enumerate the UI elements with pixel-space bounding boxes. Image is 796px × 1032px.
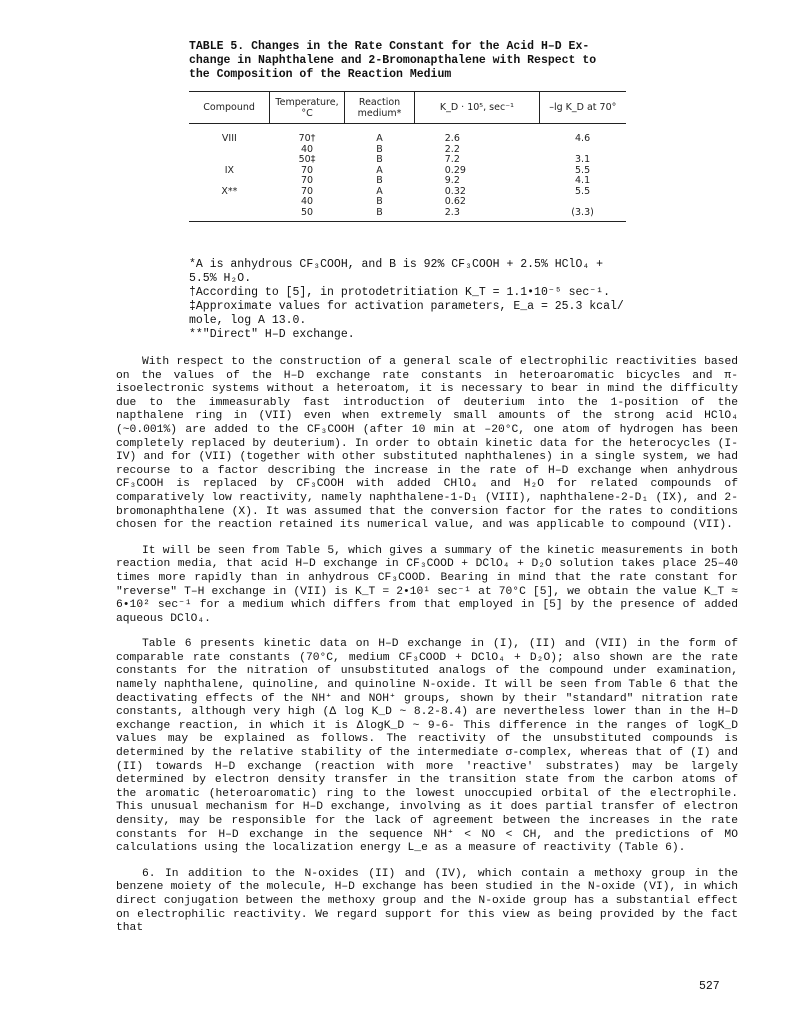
table-row [189,187,626,222]
table-row [189,134,626,166]
header-temperature: Temperature, °C [270,92,345,124]
paragraph: 6. In addition to the N-oxides (II) and (IV), which contain a methoxy group in the benzene moiety of the molecule, H–D exchange has been studied in the N-oxide (VI), in which direct conjugation between the methoxy group and the N-oxide group has a substantial effect on electrophilic reactivity. We regard support for this view as being provided by the fact that [116,867,738,935]
cell-medium: A B B [344,187,414,222]
header-compound: Compound [189,92,270,124]
paragraph: With respect to the construction of a general scale of electrophilic reactivities based on the values of the H–D exchange rate constants in heteroaromatic bicycles and π-isoelectronic systems without a heteroatom, it is necessary to bear in mind the difficulty due to the immeasurably fast introduction of deuterium into the 1-position of the napthalene ring in (VII) even when extremely small amounts of the strong acid HClO₄ (~0.001%) are added to the CF₃COOH (after 10 min at –20°C, one atom of hydrogen has been completely replaced by deuterium). In order to obtain kinetic data for the heterocycles (I-IV) and for (VII) (together with other substituted naphthalenes) in a single system, we had recourse to a factor describing the increase in the rate of H–D exchange when anhydrous CF₃COOH is replaced by CF₃COOH with added CHlO₄ and H₂O for related compounds of comparatively low reactivity, namely naphthalene-1-D₁ (VIII), naphthalene-2-D₁ (IX), and 2-bromonaphthalene (X). It was assumed that the conversion factor for the rates to conditions chosen for the reaction retained its numerical value, and was applicable to compound (VII). [116,356,738,532]
paragraph: It will be seen from Table 5, which gives a summary of the kinetic measurements in both reaction media, that acid H–D exchange in CF₃COOD + DClO₄ + D₂O solution takes place 25–40 times more rapidly than in anhydrous CF₃COOD. Bearing in mind that the rate constant for "reverse" T–H exchange in (VII) is K_T = 2•10¹ sec⁻¹ at 70°C [5], we obtain the value K_T ≈ 6•10² sec⁻¹ for a medium which differs from that employed in [5] by the presence of added aqueous DClO₄. [116,544,738,625]
cell-compound: IX [224,164,234,176]
cell-kd: 0.32 0.62 2.3 [415,187,539,222]
footnote-dagger: †According to [5], in protodetritiation K_T = 1.1•10⁻⁵ sec⁻¹. [189,286,611,299]
header-kd: K_D · 10⁵, sec⁻¹ [415,92,539,124]
cell-kd: 0.29 9.2 [444,164,466,186]
cell-temperature: 70 70 [300,164,314,186]
cell-medium: A B [376,164,383,186]
header-lgk: –lg K_D at 70° [539,92,626,124]
cell-temperature: 70 40 50 [270,187,345,222]
cell-temperature: 70† 40 50‡ [298,133,316,165]
page-number: 527 [699,980,720,993]
table-row [189,166,626,187]
data-table [189,91,626,222]
table-footnotes [189,258,639,342]
cell-compound: X** [189,187,270,222]
cell-lgk: 5.5 (3.3) [539,187,626,222]
paragraph: Table 6 presents kinetic data on H–D exchange in (I), (II) and (VII) in the form of comparable rate constants (70°C, medium CF₃COOD + DClO₄ + D₂O); also shown are the rate constants for the nitration of unsubstituted analogs of the compound under examination, namely naphthalene, quinoline, and quinoline N-oxide. It will be seen from Table 6 that the deactivating effects of the NH⁺ and NOH⁺ groups, shown by their "standard" nitration rate constants, although very high (Δ log K_D ~ 8.2-8.4) are nevertheless lower than in the H–D exchange reaction, in which it is ΔlogK_D ~ 9-6- This difference in the ranges of logK_D values may be explained as follows. The reactivity of the unsubstituted compounds is determined by the relative stability of the intermediate σ-complex, whereas that of (I) and (II) towards H–D exchange (reaction with more 'reactive' substrates) may be largely determined by electron density transfer in the transition state from the carbon atoms of the aromatic (heteroaromatic) ring to the lowest unoccupied orbital of the electrophile. This unusual mechanism for H–D exchange, involving as it does partial transfer of electron density, may be responsible for the lack of agreement between the increases in the rate constants for H–D exchange in the sequence NH⁺ < NO < CH, and the predictions of MO calculations using the localization energy L_e as a measure of reactivity (Table 6). [116,638,738,855]
table-header-row [189,92,626,124]
table-caption: TABLE 5. Changes in the Rate Constant for the Acid H–D Ex- change in Naphthalene and 2-Bromonapthalene with Respect to the Composition of the Reaction Medium [189,40,597,81]
cell-lgk: 4.6 3.1 [575,133,591,165]
footnote-double-dagger: ‡Approximate values for activation parameters, E_a = 25.3 kcal/ mole, log A 13.0. [189,300,624,327]
cell-lgk: 5.5 4.1 [575,164,591,186]
header-medium: Reaction medium* [344,92,414,124]
cell-kd: 2.6 2.2 7.2 [444,133,460,165]
body-text [116,356,738,948]
cell-compound: VIII [221,133,237,144]
footnote-medium: *A is anhydrous CF₃COOH, and B is 92% CF₃COOH + 2.5% HClO₄ + 5.5% H₂O. [189,258,604,285]
footnote-direct-exchange: **"Direct" H–D exchange. [189,328,355,341]
cell-medium: A B B [376,133,383,165]
